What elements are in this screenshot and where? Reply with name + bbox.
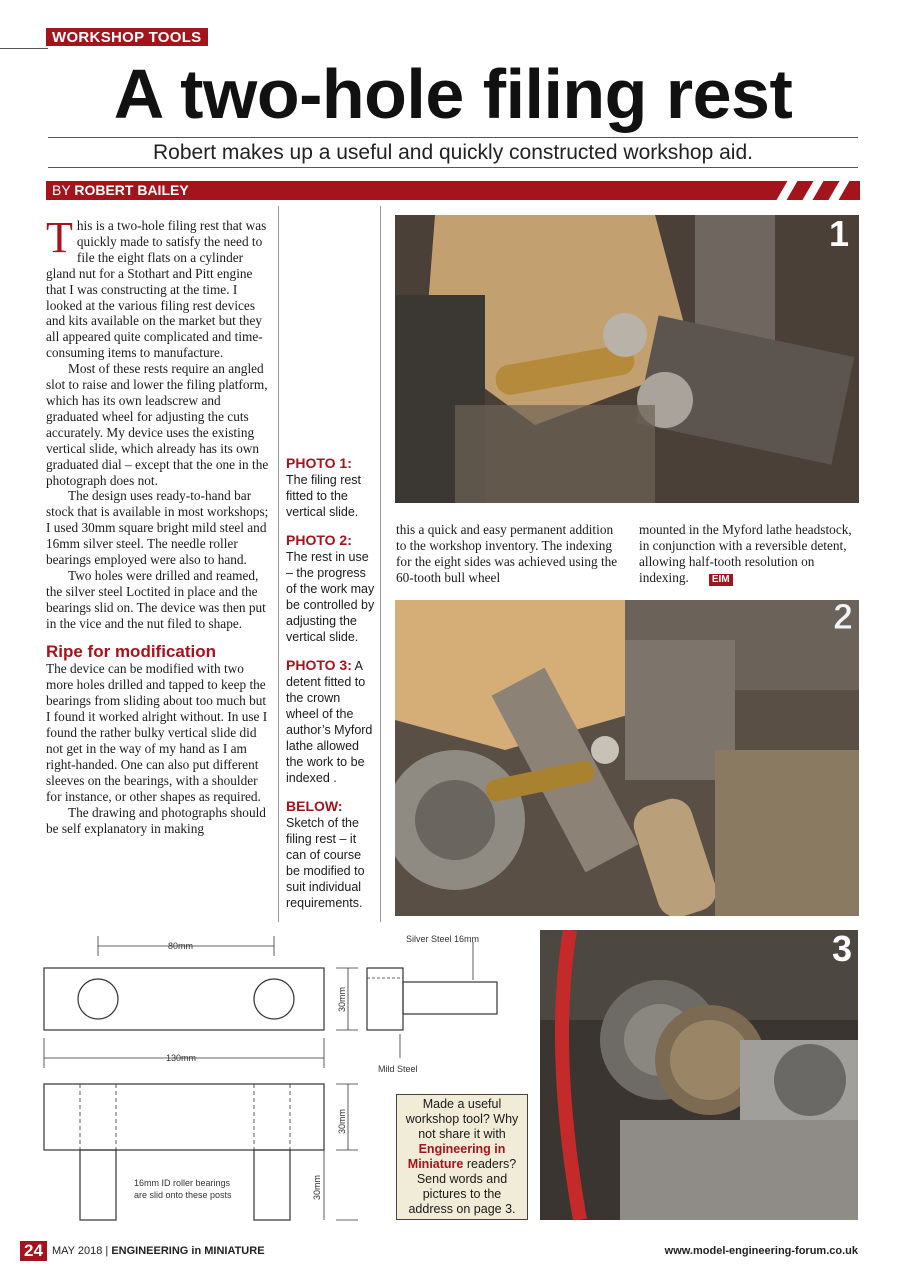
end-mark: EIM <box>709 574 733 586</box>
label-silver-steel: Silver Steel 16mm <box>406 934 480 944</box>
photo-2 <box>395 600 859 916</box>
note-line-2: are slid onto these posts <box>134 1190 232 1200</box>
byline-prefix: BY <box>52 182 71 198</box>
photo-number: 2 <box>832 600 853 637</box>
caption-label: PHOTO 3: <box>286 657 352 673</box>
caption-text: A detent fitted to the crown wheel of the author’s Myford lathe allowed the work to be indexed . <box>286 659 373 785</box>
paragraph-3: The design uses ready-to-hand bar stock that is available in most workshops; I used 30mm square bright mild steel and 16mm silver steel. The needle roller bearings employed were also to hand. <box>46 488 269 568</box>
bar-top-view <box>44 968 324 1030</box>
column-2-text: this a quick and easy permanent addition to the workshop inventory. The indexing for the eight sides was achieved using the 60-tooth bull wheel <box>396 522 618 585</box>
callout-text-1: Made a useful workshop tool? Why not share it with <box>405 1097 519 1141</box>
captions <box>286 455 376 923</box>
column-divider-1 <box>278 206 279 922</box>
callout-text-2: readers? Send words and pictures to the address on page 3. <box>408 1157 517 1216</box>
dim-30c: 30mm <box>312 1174 322 1200</box>
title-rule <box>48 137 858 138</box>
column-3-paragraph: mounted in the Myford lathe headstock, in conjunction with a reversible detent, allowing half-tooth resolution on indexing. <box>639 522 852 585</box>
caption-label: PHOTO 2: <box>286 532 352 548</box>
paragraph-5: The device can be modified with two more holes drilled and tapped to keep the bearings from sliding about too much but I found it worked alright without. In use I found the rather bulky vertical slide did not get in the way of my hand as I am right-handed. One can also put different sleeves on the bearings, with a shoulder for instance, or other shapes as required. <box>46 661 268 804</box>
section-heading: Ripe for modification <box>46 641 216 661</box>
caption-label: PHOTO 1: <box>286 455 352 471</box>
article-body <box>46 213 270 836</box>
dim-130: 130mm <box>166 1053 197 1063</box>
footer-magazine: ENGINEERING in MINIATURE <box>111 1245 265 1257</box>
caption-label: BELOW: <box>286 798 343 814</box>
caption-text: The rest in use – the progress of the work may be controlled by adjusting the vertical slide. <box>286 550 375 644</box>
callout-brand: Engineering in Miniature <box>407 1142 506 1171</box>
footer-separator: | <box>105 1245 109 1257</box>
photo-1-illustration <box>395 215 859 503</box>
callout-box <box>396 1094 528 1220</box>
paragraph-2: Most of these rests require an angled slot to raise and lower the filing platform, which has its own leadscrew and graduated wheel for adjusting the cuts accurately. My device uses the existing vertical slide, which already has its own graduated dial – except that the one in the photograph does not. <box>46 361 269 488</box>
section-tag: WORKSHOP TOOLS <box>46 28 208 46</box>
byline-author: ROBERT BAILEY <box>74 182 189 198</box>
photo-2-illustration <box>395 600 859 916</box>
label-mild-steel: Mild Steel <box>378 1064 418 1074</box>
footer-left <box>52 1245 265 1257</box>
photo-3 <box>540 930 858 1220</box>
tag-rule <box>0 48 48 49</box>
column-divider-2 <box>380 206 381 922</box>
subtitle-rule <box>48 167 858 168</box>
photo-number: 1 <box>828 215 849 254</box>
drop-cap: T <box>46 213 73 262</box>
photo-1 <box>395 215 859 503</box>
paragraph-4: Two holes were drilled and reamed, the silver steel Loctited in place and the bearings slid on. The device was then put in the vice and the nut filed to shape. <box>46 567 266 631</box>
footer-url[interactable]: www.model-engineering-forum.co.uk <box>664 1245 858 1257</box>
note-line-1: 16mm ID roller bearings <box>134 1178 231 1188</box>
paragraph-1: his is a two-hole filing rest that was quickly made to satisfy the need to file the eight flats on a cylinder gland nut for a Stothart and Pitt engine that I was constructing at the time. I looked at the various filing rest devices and kits available on the market but they all appeared quite complicated and time-consuming items to manufacture. <box>46 218 267 361</box>
page-title: A two-hole filing rest <box>113 55 793 133</box>
dim-30b: 30mm <box>337 1108 347 1134</box>
dim-30a: 30mm <box>337 986 347 1012</box>
photo-number: 3 <box>831 930 852 969</box>
subtitle: Robert makes up a useful and quickly constructed workshop aid. <box>153 141 753 164</box>
paragraph-6: The drawing and photographs should be self explanatory in making <box>46 804 266 836</box>
dim-80: 80mm <box>168 941 194 951</box>
photo-3-illustration <box>540 930 858 1220</box>
page-number: 24 <box>20 1241 47 1261</box>
caption-text: Sketch of the filing rest – it can of course be modified to suit individual requirements. <box>286 816 365 910</box>
caption-text: The filing rest fitted to the vertical slide. <box>286 473 362 519</box>
column-3-text <box>639 522 859 586</box>
footer-issue: MAY 2018 <box>52 1245 103 1257</box>
byline <box>46 181 860 200</box>
